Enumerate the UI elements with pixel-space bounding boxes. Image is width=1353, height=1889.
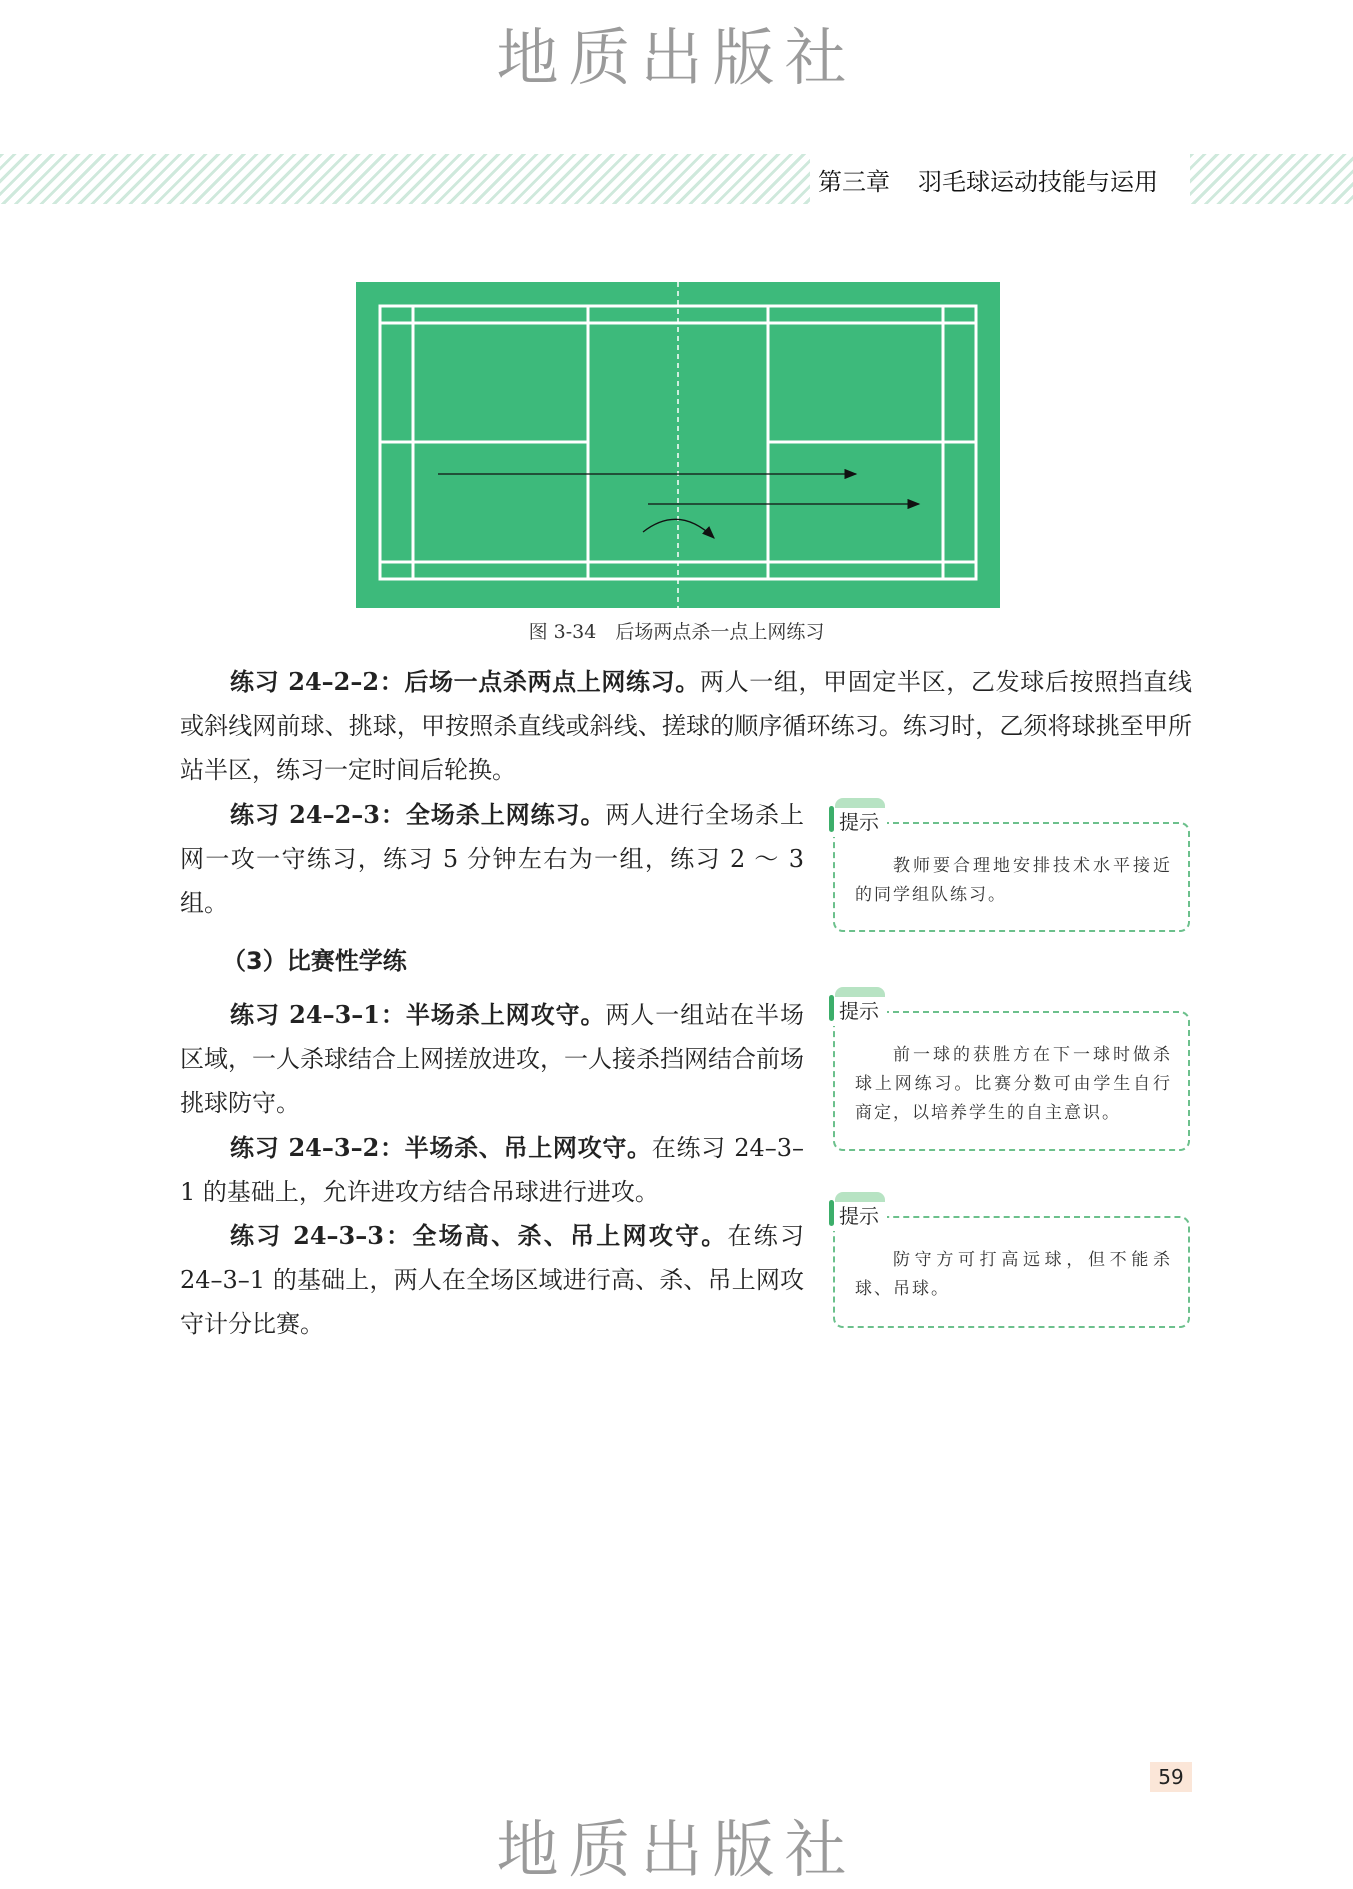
badminton-court-diagram: [356, 282, 1000, 608]
section-heading: （3）比赛性学练: [222, 947, 407, 975]
exercise-24-3-3: [180, 1214, 804, 1346]
exercise-lead: 练习 24–2–2：后场一点杀两点上网练习。: [230, 667, 700, 696]
tip-box: [833, 999, 1190, 1151]
publisher-watermark-bottom: 地质出版社: [496, 1813, 857, 1886]
chapter-header: [818, 160, 1188, 198]
tip-box: [833, 1204, 1190, 1328]
page-number: 59: [1150, 1762, 1192, 1792]
exercise-body: 两人进行全场杀上网一攻一守练习，练习 5 分钟左右为一组，练习 2 ～ 3 组。: [180, 801, 805, 917]
exercise-24-3-1: [180, 993, 804, 1125]
exercise-body: 两人一组，甲固定半区，乙发球后按照挡直线或斜线网前球、挑球，甲按照杀直线或斜线、搓球的顺序循环练习。练习时，乙须将球挑至甲所站半区，练习一定时间后轮换。: [180, 668, 1193, 784]
exercise-24-2-2: [180, 660, 1192, 792]
tip-text: 防守方可打高远球，但不能杀球、吊球。: [855, 1250, 1172, 1299]
exercise-24-2-3: [180, 793, 804, 925]
exercise-24-3-2: [180, 1126, 804, 1214]
header-hatch-right: [1190, 154, 1353, 204]
tip-label: 提示: [827, 1198, 887, 1231]
figure-caption: 图 3-34 后场两点杀一点上网练习: [528, 621, 825, 643]
exercise-lead: 练习 24–2–3：全场杀上网练习。: [230, 800, 606, 829]
exercise-body: 在练习 24–3–1 的基础上，两人在全场区域进行高、杀、吊上网攻守计分比赛。: [180, 1222, 805, 1338]
exercise-lead: 练习 24–3–1：半场杀上网攻守。: [230, 1000, 606, 1029]
tip-box: [833, 810, 1190, 932]
tip-label: 提示: [827, 993, 887, 1026]
header-hatch-left: [0, 154, 810, 204]
chapter-label: 第三章: [818, 167, 890, 196]
tip-text: 前一球的获胜方在下一球时做杀球上网练习。比赛分数可由学生自行商定，以培养学生的自主意识。: [855, 1045, 1172, 1123]
exercise-lead: 练习 24–3–3：全场高、杀、吊上网攻守。: [230, 1221, 728, 1250]
publisher-watermark-top: 地质出版社: [496, 21, 857, 94]
exercise-lead: 练习 24–3–2：半场杀、吊上网攻守。: [230, 1133, 652, 1162]
chapter-title: 羽毛球运动技能与运用: [918, 167, 1158, 196]
tip-label: 提示: [827, 804, 887, 837]
tip-text: 教师要合理地安排技术水平接近的同学组队练习。: [855, 856, 1172, 905]
exercise-body: 两人一组站在半场区域，一人杀球结合上网搓放进攻，一人接杀挡网结合前场挑球防守。: [180, 1001, 805, 1117]
exercise-body: 在练习 24–3–1 的基础上，允许进攻方结合吊球进行进攻。: [180, 1134, 805, 1206]
